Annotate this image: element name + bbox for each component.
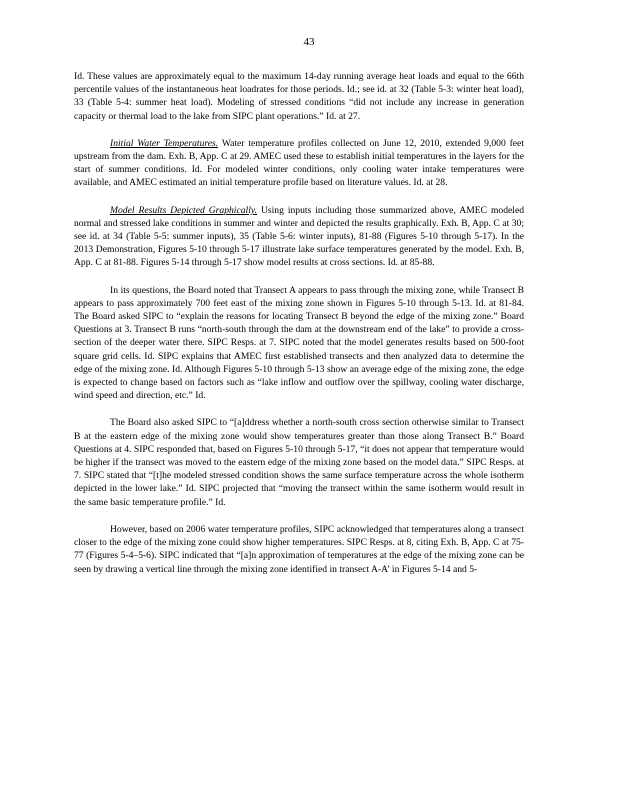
paragraph bbox=[74, 137, 524, 190]
paragraph bbox=[74, 523, 524, 576]
paragraph bbox=[74, 416, 524, 508]
page-number: 43 bbox=[303, 36, 315, 48]
section-heading: Model Results Depicted Graphically. bbox=[110, 204, 257, 216]
paragraph-text: Water temperature profiles collected on June 12, 2010, extended 9,000 feet upstream from the dam. Exh. B, App. C at 29. AMEC used these to establish initial temperatures in the layers for the start of summer conditions. Id. For modeled winter conditions, only cooling water intake temperatures were available, and AMEC estimated an initial temperature profile based on literature values. Id. at 28. bbox=[74, 137, 524, 189]
paragraph bbox=[74, 204, 524, 270]
paragraph-text: The Board also asked SIPC to “[a]ddress whether a north-south cross section otherwise similar to Transect B at the eastern edge of the mixing zone would show temperatures greater than those along Transect B.” Board Questions at 4. SIPC responded that, based on Figures 5-10 through 5-17, “it does not appear that temperature would be higher if the transect was moved to the eastern edge of the mixing zone based on the model data.” SIPC Resps. at 7. SIPC stated that “[t]he modeled stressed condition shows the same surface temperature across the whole isotherm depicted in the lower lake.” Id. SIPC projected that “moving the transect within the same isotherm would result in the same basic temperature profile.” Id. bbox=[74, 417, 524, 508]
paragraph-text: However, based on 2006 water temperature profiles, SIPC acknowledged that temperatures along a transect closer to the edge of the mixing zone could show higher temperatures. SIPC Resps. at 8, citing Exh. B, App. C at 75-77 (Figures 5-4–5-6). SIPC indicated that “[a]n approximation of temperatures at the edge of the mixing zone can be seen by drawing a vertical line through the mixing zone identified in transect A-A’ in Figures 5-14 and 5- bbox=[74, 523, 524, 575]
paragraph-text: Id. These values are approximately equal to the maximum 14-day running average heat loads and equal to the 66th percentile values of the instantaneous heat loadrates for those periods. Id.; see id. at 32 (Table 5-3: winter heat load), 33 (Table 5-4: summer heat load). Modeling of stressed conditions “did not include any increase in generation capacity or thermal load to the lake from SIPC plant operations.” Id. at 27. bbox=[74, 71, 524, 122]
paragraph-text: In its questions, the Board noted that Transect A appears to pass through the mixing zone, while Transect B appears to pass approximately 700 feet east of the mixing zone shown in Figures 5-10 through 5-13. Id. at 81-84. The Board asked SIPC to “explain the reasons for locating Transect B beyond the edge of the mixing zone.” Board Questions at 3. Transect B runs “north-south through the dam at the downstream end of the lake” to provide a cross-section of the deeper water there. SIPC Resps. at 7. SIPC noted that the model generates results based on 500-foot square grid cells. Id. SIPC explains that AMEC first established transects and then analyzed data to determine the edge of the mixing zone. Id. Although Figures 5-10 through 5-13 show an average edge of the mixing zone, the edge is expected to change based on factors such as “lake inflow and outflow over the spillway, cooling water discharge, wind speed and direction, etc.” Id. bbox=[74, 284, 524, 402]
document-body bbox=[74, 70, 524, 590]
paragraph-text: Using inputs including those summarized above, AMEC modeled normal and stressed lake conditions in summer and winter and depicted the results graphically. Exh. B, App. C at 30; see id. at 34 (Table 5-5: summer inputs), 35 (Table 5-6: winter inputs), 81-88 (Figures 5-10 through 5-17). In the 2013 Demonstration, Figures 5-10 through 5-17 illustrate lake surface temperatures generated by the model. Exh. B, App. C at 81-88. Figures 5-14 through 5-17 show model results at cross sections. Id. at 85-88. bbox=[74, 204, 524, 269]
section-heading: Initial Water Temperatures. bbox=[110, 137, 219, 149]
paragraph bbox=[74, 284, 524, 403]
paragraph bbox=[74, 70, 524, 123]
